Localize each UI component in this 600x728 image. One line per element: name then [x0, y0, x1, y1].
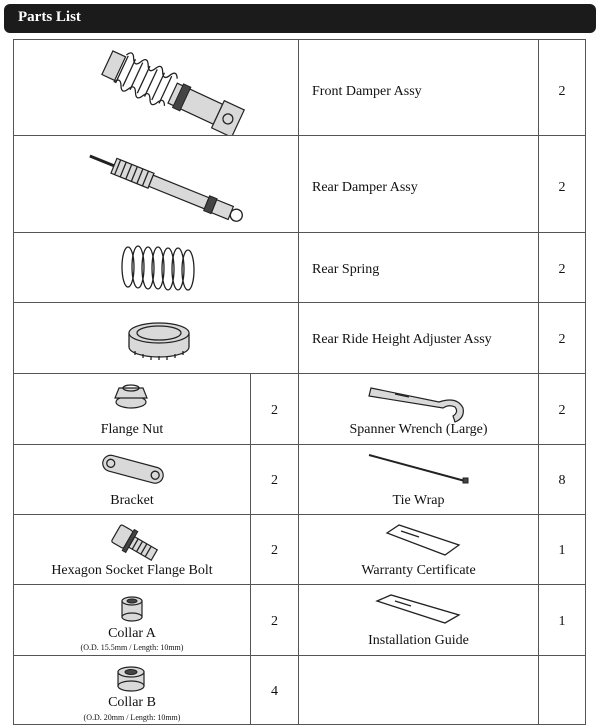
part-qty: 2 — [271, 473, 278, 488]
part-name: Front Damper Assy — [312, 84, 422, 99]
part-qty: 1 — [558, 614, 566, 629]
collar-a-qty-cell — [250, 584, 299, 656]
rear-damper-qty-cell — [538, 135, 586, 233]
spanner-wrench-qty-cell — [538, 373, 586, 445]
part-dimensions: (O.D. 20mm / Length: 10mm) — [83, 713, 181, 722]
hex-bolt-cell — [13, 514, 251, 585]
part-dimensions: (O.D. 15.5mm / Length: 10mm) — [80, 643, 184, 652]
adjuster-name-cell — [298, 302, 539, 374]
part-name: Spanner Wrench (Large) — [349, 422, 488, 437]
collar-a-cell — [13, 584, 251, 656]
rear-spring-qty-cell — [538, 232, 586, 303]
warranty-certificate-cell — [298, 514, 539, 585]
tie-wrap-cell — [298, 444, 539, 515]
part-name: Rear Damper Assy — [312, 180, 418, 195]
part-qty: 2 — [558, 403, 566, 418]
part-qty: 2 — [558, 84, 566, 99]
part-qty: 2 — [271, 403, 278, 418]
bracket-qty-cell — [250, 444, 299, 515]
front-damper-image-cell — [13, 39, 299, 136]
adjuster-qty-cell — [538, 302, 586, 374]
rear-damper-image-cell — [13, 135, 299, 233]
installation-guide-cell — [298, 584, 539, 656]
tie-wrap-qty-cell — [538, 444, 586, 515]
part-name: Collar A — [108, 626, 156, 641]
part-name: Installation Guide — [368, 633, 469, 648]
part-qty: 1 — [558, 543, 566, 558]
part-qty: 2 — [271, 614, 278, 629]
collar-b-cell — [13, 655, 251, 725]
empty-qty-cell — [538, 655, 586, 725]
bracket-cell — [13, 444, 251, 515]
hex-bolt-qty-cell — [250, 514, 299, 585]
part-name: Hexagon Socket Flange Bolt — [51, 563, 213, 578]
parts-list-header — [4, 4, 596, 33]
collar-b-qty-cell — [250, 655, 299, 725]
adjuster-image-cell — [13, 302, 299, 374]
part-name: Rear Spring — [312, 262, 380, 277]
flange-nut-cell — [13, 373, 251, 445]
part-name: Tie Wrap — [392, 493, 445, 508]
part-name: Bracket — [110, 493, 154, 508]
part-qty: 8 — [558, 473, 566, 488]
ride-height-adjuster-icon — [14, 303, 300, 375]
installation-guide-qty-cell — [538, 584, 586, 656]
parts-list-title: Parts List — [18, 9, 81, 25]
part-name: Flange Nut — [100, 422, 164, 437]
part-qty: 2 — [271, 543, 278, 558]
empty-cell — [298, 655, 539, 725]
front-damper-icon — [14, 40, 300, 137]
part-qty: 2 — [558, 262, 566, 277]
part-qty: 2 — [558, 332, 566, 347]
rear-damper-name-cell — [298, 135, 539, 233]
part-qty: 2 — [558, 180, 566, 195]
part-name: Collar B — [108, 695, 156, 710]
rear-damper-icon — [14, 136, 300, 234]
rear-spring-name-cell — [298, 232, 539, 303]
rear-spring-icon — [14, 233, 300, 304]
part-qty: 4 — [271, 684, 278, 699]
front-damper-name-cell — [298, 39, 539, 136]
flange-nut-qty-cell — [250, 373, 299, 445]
part-name: Rear Ride Height Adjuster Assy — [312, 332, 492, 347]
rear-spring-image-cell — [13, 232, 299, 303]
spanner-wrench-cell — [298, 373, 539, 445]
front-damper-qty-cell — [538, 39, 586, 136]
part-name: Warranty Certificate — [361, 563, 476, 578]
warranty-certificate-qty-cell — [538, 514, 586, 585]
